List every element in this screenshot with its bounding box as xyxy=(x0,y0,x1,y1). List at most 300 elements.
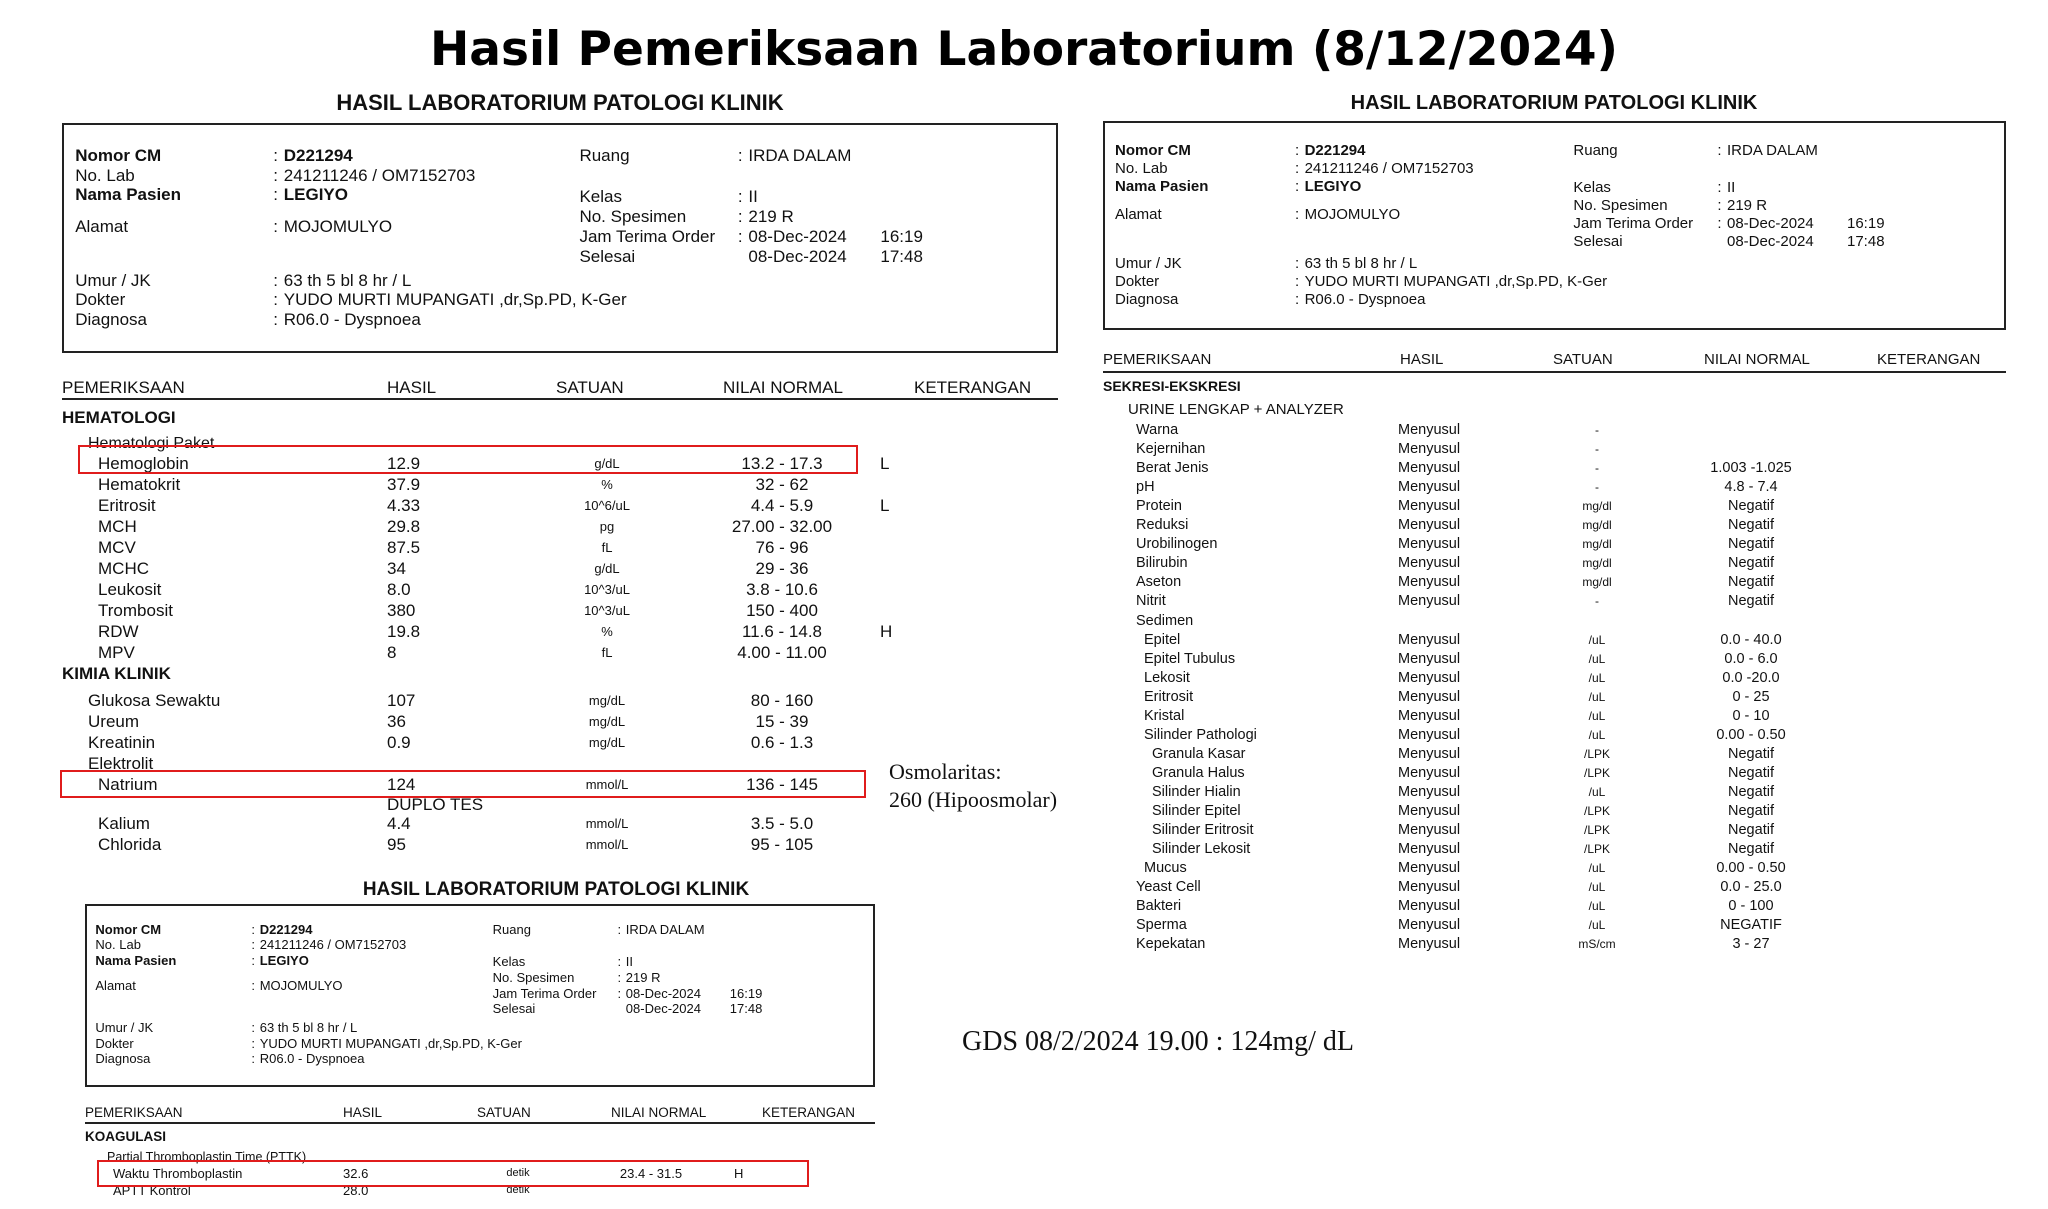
patient-value: II xyxy=(1727,179,1736,197)
test-name: Eritrosit xyxy=(98,496,156,515)
urine-test-unit: mg/dl xyxy=(1582,518,1612,533)
report2-title: HASIL LABORATORIUM PATOLOGI KLINIK xyxy=(1350,92,1758,114)
test-value: 37.9 xyxy=(387,475,421,494)
urine-test-normal: Negatif xyxy=(1728,593,1774,610)
report3-column-header: HASIL xyxy=(343,1105,383,1120)
colon: : xyxy=(251,977,256,993)
colon: : xyxy=(273,270,278,290)
urine-test-name: Lekosit xyxy=(1144,669,1190,686)
colon: : xyxy=(251,1035,256,1051)
urine-test-normal: 0 - 100 xyxy=(1728,898,1774,915)
patient-value: D221294 xyxy=(259,921,313,937)
urine-test-normal: Negatif xyxy=(1728,555,1774,572)
report3-header-line xyxy=(85,1122,875,1124)
report3-column-header: SATUAN xyxy=(477,1105,531,1120)
report3-column-header: NILAI NORMAL xyxy=(611,1105,707,1120)
patient-label: Nomor CM xyxy=(95,921,162,937)
patient-label: Jam Terima Order xyxy=(492,985,597,1001)
test-unit: mmol/L xyxy=(585,777,629,792)
urine-test-value: Menyusul xyxy=(1398,879,1461,896)
urine-test-value: Menyusul xyxy=(1398,593,1461,610)
urine-test-name: Protein xyxy=(1136,498,1182,515)
colon: : xyxy=(273,310,278,330)
urine-test-normal: 1.003 -1.025 xyxy=(1710,460,1792,477)
test-value: 29.8 xyxy=(387,517,421,536)
urine-test-value: Menyusul xyxy=(1398,822,1461,839)
patient-value: LEGIYO xyxy=(1304,177,1362,195)
coag-test-value: 32.6 xyxy=(343,1166,369,1181)
patient-label: Selesai xyxy=(1573,233,1623,251)
urine-test-normal: Negatif xyxy=(1728,574,1774,591)
patient-value: 08-Dec-2024 xyxy=(1727,215,1814,233)
coag-test-unit: detik xyxy=(506,1167,530,1179)
urine-test-unit: /LPK xyxy=(1583,765,1611,780)
test-value: 124 xyxy=(387,775,416,794)
patient-value: R06.0 - Dyspnoea xyxy=(283,310,421,330)
report3-column-header: KETERANGAN xyxy=(762,1105,856,1120)
colon: : xyxy=(1295,255,1300,272)
patient-label: Umur / JK xyxy=(1115,255,1182,272)
test-note: H xyxy=(880,622,893,641)
urine-test-value: Menyusul xyxy=(1398,764,1461,781)
subsection-label: Hematologi Paket xyxy=(88,435,215,452)
test-normal: 3.5 - 5.0 xyxy=(750,814,814,833)
urine-test-value: Menyusul xyxy=(1398,917,1461,934)
urine-test-value: Menyusul xyxy=(1398,860,1461,877)
urine-test-value: Menyusul xyxy=(1398,841,1461,858)
urine-test-normal: 0 - 25 xyxy=(1732,688,1770,705)
urine-test-unit: /LPK xyxy=(1583,746,1611,761)
colon: : xyxy=(1295,159,1300,177)
urine-test-unit: /uL xyxy=(1588,632,1606,647)
urine-test-value: Menyusul xyxy=(1398,669,1461,686)
patient-value: YUDO MURTI MUPANGATI ,dr,Sp.PD, K-Ger xyxy=(283,290,627,310)
test-unit: mg/dL xyxy=(588,714,626,729)
colon: : xyxy=(737,226,743,246)
colon: : xyxy=(617,954,622,970)
patient-value: II xyxy=(748,187,758,207)
test-name: Ureum xyxy=(88,712,140,731)
test-name: MPV xyxy=(98,643,135,662)
patient-label: Ruang xyxy=(492,921,531,937)
test-name: MCHC xyxy=(98,559,149,578)
urine-test-name: Urobilinogen xyxy=(1136,536,1218,553)
patient-value: 17:48 xyxy=(729,1001,763,1017)
report2-column-header: KETERANGAN xyxy=(1877,351,1981,368)
highlight-hemoglobin xyxy=(78,445,858,474)
test-value: 0.9 xyxy=(387,733,411,752)
test-unit: mmol/L xyxy=(585,816,629,831)
report2-column-header: SATUAN xyxy=(1553,351,1613,368)
colon: : xyxy=(617,970,622,986)
test-note: L xyxy=(880,454,890,473)
patient-label: Nama Pasien xyxy=(75,185,182,205)
test-unit: % xyxy=(601,477,613,492)
test-unit: fL xyxy=(601,540,613,555)
patient-value: 241211246 / OM7152703 xyxy=(1304,159,1474,177)
subsection-label: Partial Thromboplastin Time (PTTK) xyxy=(107,1150,307,1164)
patient-label: Ruang xyxy=(579,145,630,165)
test-unit: g/dL xyxy=(594,561,620,576)
report2-column-header: HASIL xyxy=(1400,351,1444,368)
test-unit: 10^3/uL xyxy=(584,582,630,597)
colon: : xyxy=(251,921,256,937)
urine-test-value: Menyusul xyxy=(1398,936,1461,953)
urine-test-value: Menyusul xyxy=(1398,574,1461,591)
urine-test-name: pH xyxy=(1136,479,1155,496)
urine-test-value: Menyusul xyxy=(1398,650,1461,667)
urine-test-unit: /uL xyxy=(1588,861,1606,876)
urine-test-name: Kristal xyxy=(1144,707,1185,724)
colon: : xyxy=(1295,141,1300,159)
colon: : xyxy=(737,207,743,227)
patient-label: Nomor CM xyxy=(75,145,162,165)
patient-label: Diagnosa xyxy=(1115,291,1179,308)
urine-test-normal: NEGATIF xyxy=(1720,917,1782,934)
subsection-label: URINE LENGKAP + ANALYZER xyxy=(1128,401,1344,418)
patient-label: No. Spesimen xyxy=(1573,197,1668,215)
patient-label: Umur / JK xyxy=(75,270,151,290)
urine-test-unit: /uL xyxy=(1588,670,1606,685)
urine-test-unit: /uL xyxy=(1588,651,1606,666)
test-unit: mg/dL xyxy=(588,735,626,750)
urine-test-value: Menyusul xyxy=(1398,536,1461,553)
page-title: Hasil Pemeriksaan Laboratorium (8/12/2024) xyxy=(429,22,1619,77)
urine-test-name: Eritrosit xyxy=(1144,688,1194,705)
patient-value: LEGIYO xyxy=(259,952,309,968)
test-normal: 32 - 62 xyxy=(755,475,809,494)
test-normal: 29 - 36 xyxy=(755,559,809,578)
patient-value: 63 th 5 bl 8 hr / L xyxy=(283,270,412,290)
urine-test-name: Warna xyxy=(1136,422,1179,438)
test-value: 380 xyxy=(387,601,416,620)
test-normal: 150 - 400 xyxy=(746,601,818,620)
colon: : xyxy=(251,952,256,968)
patient-value: 08-Dec-2024 xyxy=(1727,233,1814,251)
urine-test-normal: 0 - 10 xyxy=(1732,707,1770,724)
section-label: HEMATOLOGI xyxy=(62,408,176,427)
test-unit: % xyxy=(601,624,613,639)
subsection-label: Elektrolit xyxy=(88,754,154,773)
test-normal: 95 - 105 xyxy=(750,835,814,854)
colon: : xyxy=(617,985,622,1001)
patient-value: D221294 xyxy=(283,145,353,165)
urine-test-name: Nitrit xyxy=(1136,593,1166,610)
urine-test-value: Menyusul xyxy=(1398,422,1461,438)
urine-test-value: Menyusul xyxy=(1398,498,1461,515)
colon: : xyxy=(1717,179,1722,197)
colon: : xyxy=(251,937,256,953)
coag-test-value: 28.0 xyxy=(343,1183,369,1198)
urine-test-unit: - xyxy=(1595,480,1599,495)
urine-test-unit: /uL xyxy=(1588,727,1606,742)
urine-test-unit: /uL xyxy=(1588,784,1606,799)
urine-test-name: Granula Halus xyxy=(1152,764,1245,781)
colon: : xyxy=(1717,215,1722,233)
report3-column-header: PEMERIKSAAN xyxy=(85,1105,183,1120)
urine-test-value: Menyusul xyxy=(1398,745,1461,762)
test-name: MCH xyxy=(98,517,137,536)
patient-label: Selesai xyxy=(492,1001,536,1017)
urine-test-unit: /uL xyxy=(1588,899,1606,914)
patient-label: Dokter xyxy=(1115,273,1160,290)
test-value: 19.8 xyxy=(387,622,421,641)
osmolaritas-label: Osmolaritas: xyxy=(889,759,1002,784)
patient-label: No. Lab xyxy=(95,937,141,953)
urine-test-value: Menyusul xyxy=(1398,688,1461,705)
patient-value: IRDA DALAM xyxy=(625,921,705,937)
urine-test-normal: 0.00 - 0.50 xyxy=(1716,860,1786,877)
highlight-pttk xyxy=(97,1160,809,1187)
patient-label: Nama Pasien xyxy=(1115,177,1209,195)
urine-test-unit: /uL xyxy=(1588,689,1606,704)
urine-test-value: Menyusul xyxy=(1398,898,1461,915)
coag-test-normal: 23.4 - 31.5 xyxy=(619,1166,683,1181)
urine-test-unit: mg/dl xyxy=(1582,556,1612,571)
urine-test-value: Menyusul xyxy=(1398,441,1461,458)
colon: : xyxy=(251,1051,256,1067)
patient-label: Alamat xyxy=(75,217,129,237)
patient-label: No. Spesimen xyxy=(492,970,575,986)
urine-test-value: Menyusul xyxy=(1398,555,1461,572)
colon: : xyxy=(1295,177,1300,195)
patient-value: 08-Dec-2024 xyxy=(748,226,847,246)
patient-label: Kelas xyxy=(1573,179,1611,197)
patient-value: 17:48 xyxy=(1847,233,1885,251)
urine-test-value: Menyusul xyxy=(1398,783,1461,800)
patient-value: 16:19 xyxy=(1847,215,1885,233)
highlight-natrium xyxy=(60,770,866,798)
test-name: Hemoglobin xyxy=(98,454,189,473)
urine-test-name: Bakteri xyxy=(1136,898,1182,915)
urine-test-name: Mucus xyxy=(1144,860,1187,877)
colon: : xyxy=(273,165,278,185)
urine-test-unit: /LPK xyxy=(1583,842,1611,857)
test-normal: 15 - 39 xyxy=(755,712,809,731)
coag-test-name: APTT Kontrol xyxy=(113,1183,191,1198)
urine-test-value: Menyusul xyxy=(1398,479,1461,496)
report1-header-line xyxy=(62,398,1058,400)
report1-column-header: PEMERIKSAAN xyxy=(62,378,185,397)
patient-value: IRDA DALAM xyxy=(748,145,852,165)
urine-test-unit: /uL xyxy=(1588,880,1606,895)
urine-test-name: Silinder Hialin xyxy=(1152,783,1241,800)
colon: : xyxy=(617,921,622,937)
patient-value: IRDA DALAM xyxy=(1727,141,1818,159)
test-normal: 4.4 - 5.9 xyxy=(750,496,814,515)
urine-test-unit: - xyxy=(1595,461,1599,476)
test-value: 4.33 xyxy=(387,496,421,515)
report1-column-header: KETERANGAN xyxy=(914,378,1032,397)
patient-value: 16:19 xyxy=(880,226,923,246)
colon: : xyxy=(273,185,278,205)
urine-test-name: Epitel xyxy=(1144,631,1181,648)
test-value: 95 xyxy=(387,835,406,854)
urine-test-unit: - xyxy=(1595,442,1599,457)
urine-test-normal: Negatif xyxy=(1728,536,1774,553)
patient-label: Alamat xyxy=(1115,206,1162,224)
test-value: 36 xyxy=(387,712,406,731)
patient-value: 241211246 / OM7152703 xyxy=(283,165,476,185)
urine-test-value: Menyusul xyxy=(1398,803,1461,819)
colon: : xyxy=(251,1020,256,1035)
test-name: Trombosit xyxy=(98,601,173,620)
urine-test-normal: 0.0 - 6.0 xyxy=(1724,650,1778,667)
urine-test-value: Menyusul xyxy=(1398,460,1461,477)
urine-test-value: Menyusul xyxy=(1398,631,1461,648)
test-note: L xyxy=(880,496,890,515)
patient-value: 17:48 xyxy=(880,246,923,266)
test-normal: 80 - 160 xyxy=(750,691,814,710)
urine-test-unit: mg/dl xyxy=(1582,575,1612,590)
colon: : xyxy=(1717,141,1722,159)
urine-test-normal: Negatif xyxy=(1728,783,1774,800)
test-value: 4.4 xyxy=(387,814,411,833)
patient-value: 63 th 5 bl 8 hr / L xyxy=(1304,255,1418,272)
patient-label: Jam Terima Order xyxy=(1573,215,1694,233)
patient-value: 241211246 / OM7152703 xyxy=(259,937,407,953)
patient-label: Jam Terima Order xyxy=(579,226,716,246)
urine-test-unit: /LPK xyxy=(1583,804,1611,818)
test-value: 8.0 xyxy=(387,580,411,599)
patient-value: YUDO MURTI MUPANGATI ,dr,Sp.PD, K-Ger xyxy=(1304,273,1608,290)
urine-test-name: Silinder Epitel xyxy=(1152,803,1241,819)
patient-value: 16:19 xyxy=(729,985,763,1001)
colon: : xyxy=(273,290,278,310)
colon: : xyxy=(1295,273,1300,290)
patient-value: MOJOMULYO xyxy=(259,977,343,993)
test-normal: 0.6 - 1.3 xyxy=(750,733,814,752)
test-normal: 76 - 96 xyxy=(755,538,809,557)
urine-test-normal: 0.0 - 25.0 xyxy=(1720,879,1782,896)
urine-test-normal: Negatif xyxy=(1728,745,1774,762)
patient-value: R06.0 - Dyspnoea xyxy=(1304,291,1426,308)
test-value: 8 xyxy=(387,643,397,662)
patient-label: Dokter xyxy=(95,1035,134,1051)
patient-value: D221294 xyxy=(1304,141,1366,159)
report2-header-line xyxy=(1103,371,2006,373)
urine-test-value: Menyusul xyxy=(1398,517,1461,534)
urine-test-name: Kejernihan xyxy=(1136,441,1206,458)
test-name: Glukosa Sewaktu xyxy=(88,691,221,710)
report1-column-header: HASIL xyxy=(387,378,437,397)
test-value: 34 xyxy=(387,559,406,578)
urine-test-normal: 0.0 -20.0 xyxy=(1722,669,1780,686)
test-normal: 27.00 - 32.00 xyxy=(731,517,833,536)
test-unit: 10^3/uL xyxy=(584,603,630,618)
test-normal: 4.00 - 11.00 xyxy=(737,643,827,662)
urine-test-normal: 4.8 - 7.4 xyxy=(1724,479,1778,496)
test-name: Natrium xyxy=(98,775,158,794)
report1-column-header: NILAI NORMAL xyxy=(723,378,843,397)
coag-test-name: Waktu Thromboplastin xyxy=(113,1166,243,1181)
urine-test-name: Silinder Lekosit xyxy=(1152,841,1251,858)
patient-label: Diagnosa xyxy=(95,1051,151,1067)
patient-label: Nomor CM xyxy=(1115,141,1191,159)
patient-label: Kelas xyxy=(492,954,526,970)
report1-column-header: SATUAN xyxy=(556,378,624,397)
patient-value: 08-Dec-2024 xyxy=(625,1001,701,1017)
urine-test-normal: Negatif xyxy=(1728,803,1774,819)
urine-test-name: Sperma xyxy=(1136,917,1187,934)
section-label: SEKRESI-EKSKRESI xyxy=(1103,378,1241,394)
patient-label: Diagnosa xyxy=(75,310,148,330)
test-value: 12.9 xyxy=(387,454,421,473)
urine-test-normal: Negatif xyxy=(1728,498,1774,515)
test-unit: mg/dL xyxy=(588,693,626,708)
section-label: KOAGULASI xyxy=(85,1129,166,1144)
test-unit: 10^6/uL xyxy=(584,498,630,513)
test-name: Kalium xyxy=(98,814,150,833)
patient-label: No. Lab xyxy=(1115,159,1168,177)
test-unit: g/dL xyxy=(594,456,620,471)
test-unit: pg xyxy=(599,519,615,534)
urine-test-normal: 0.00 - 0.50 xyxy=(1716,726,1786,743)
gds-note: GDS 08/2/2024 19.00 : 124mg/ dL xyxy=(962,1026,1355,1057)
urine-test-name: Aseton xyxy=(1136,574,1182,591)
patient-label: Kelas xyxy=(579,187,622,207)
test-normal: 3.8 - 10.6 xyxy=(746,580,818,599)
colon: : xyxy=(273,145,278,165)
report2-column-header: NILAI NORMAL xyxy=(1704,351,1810,368)
osmolaritas-value: 260 (Hipoosmolar) xyxy=(889,787,1058,812)
urine-test-value: Menyusul xyxy=(1398,726,1461,743)
coag-test-note: H xyxy=(734,1166,744,1181)
patient-label: Dokter xyxy=(75,290,126,310)
patient-value: MOJOMULYO xyxy=(1304,206,1401,224)
patient-value: 08-Dec-2024 xyxy=(748,246,847,266)
patient-value: LEGIYO xyxy=(283,185,348,205)
colon: : xyxy=(737,145,743,165)
patient-value: II xyxy=(625,954,634,970)
patient-label: Umur / JK xyxy=(95,1020,154,1035)
test-normal: 11.6 - 14.8 xyxy=(741,622,823,641)
test-name: Leukosit xyxy=(98,580,162,599)
colon: : xyxy=(1295,206,1300,224)
colon: : xyxy=(737,187,743,207)
coag-test-unit: detik xyxy=(506,1184,530,1196)
urine-test-unit: /uL xyxy=(1588,708,1606,723)
colon: : xyxy=(273,217,278,237)
patient-value: YUDO MURTI MUPANGATI ,dr,Sp.PD, K-Ger xyxy=(259,1035,522,1051)
urine-test-unit: mg/dl xyxy=(1582,499,1612,514)
urine-test-normal: Negatif xyxy=(1728,822,1774,839)
urine-test-name: Berat Jenis xyxy=(1136,460,1209,477)
section-label: KIMIA KLINIK xyxy=(62,664,171,683)
patient-label: No. Lab xyxy=(75,165,135,185)
urine-test-name: Silinder Pathologi xyxy=(1144,726,1257,743)
urine-test-normal: Negatif xyxy=(1728,764,1774,781)
patient-label: Ruang xyxy=(1573,141,1618,159)
patient-label: Selesai xyxy=(579,246,636,266)
urine-test-unit: mS/cm xyxy=(1578,937,1616,952)
colon: : xyxy=(1295,291,1300,308)
test-normal: 13.2 - 17.3 xyxy=(741,454,823,473)
urine-test-name: Kepekatan xyxy=(1136,936,1206,953)
patient-value: 63 th 5 bl 8 hr / L xyxy=(259,1020,358,1035)
test-name: Kreatinin xyxy=(88,733,156,752)
patient-label: Nama Pasien xyxy=(95,952,177,968)
patient-value: R06.0 - Dyspnoea xyxy=(259,1051,365,1067)
test-unit: mmol/L xyxy=(585,837,629,852)
patient-label: No. Spesimen xyxy=(579,207,687,227)
urine-test-normal: 3 - 27 xyxy=(1732,936,1770,953)
report1-title: HASIL LABORATORIUM PATOLOGI KLINIK xyxy=(336,90,784,115)
report2-column-header: PEMERIKSAAN xyxy=(1103,351,1212,368)
urine-test-name: Sedimen xyxy=(1136,612,1194,629)
test-name: MCV xyxy=(98,538,136,557)
colon: : xyxy=(1717,197,1722,215)
